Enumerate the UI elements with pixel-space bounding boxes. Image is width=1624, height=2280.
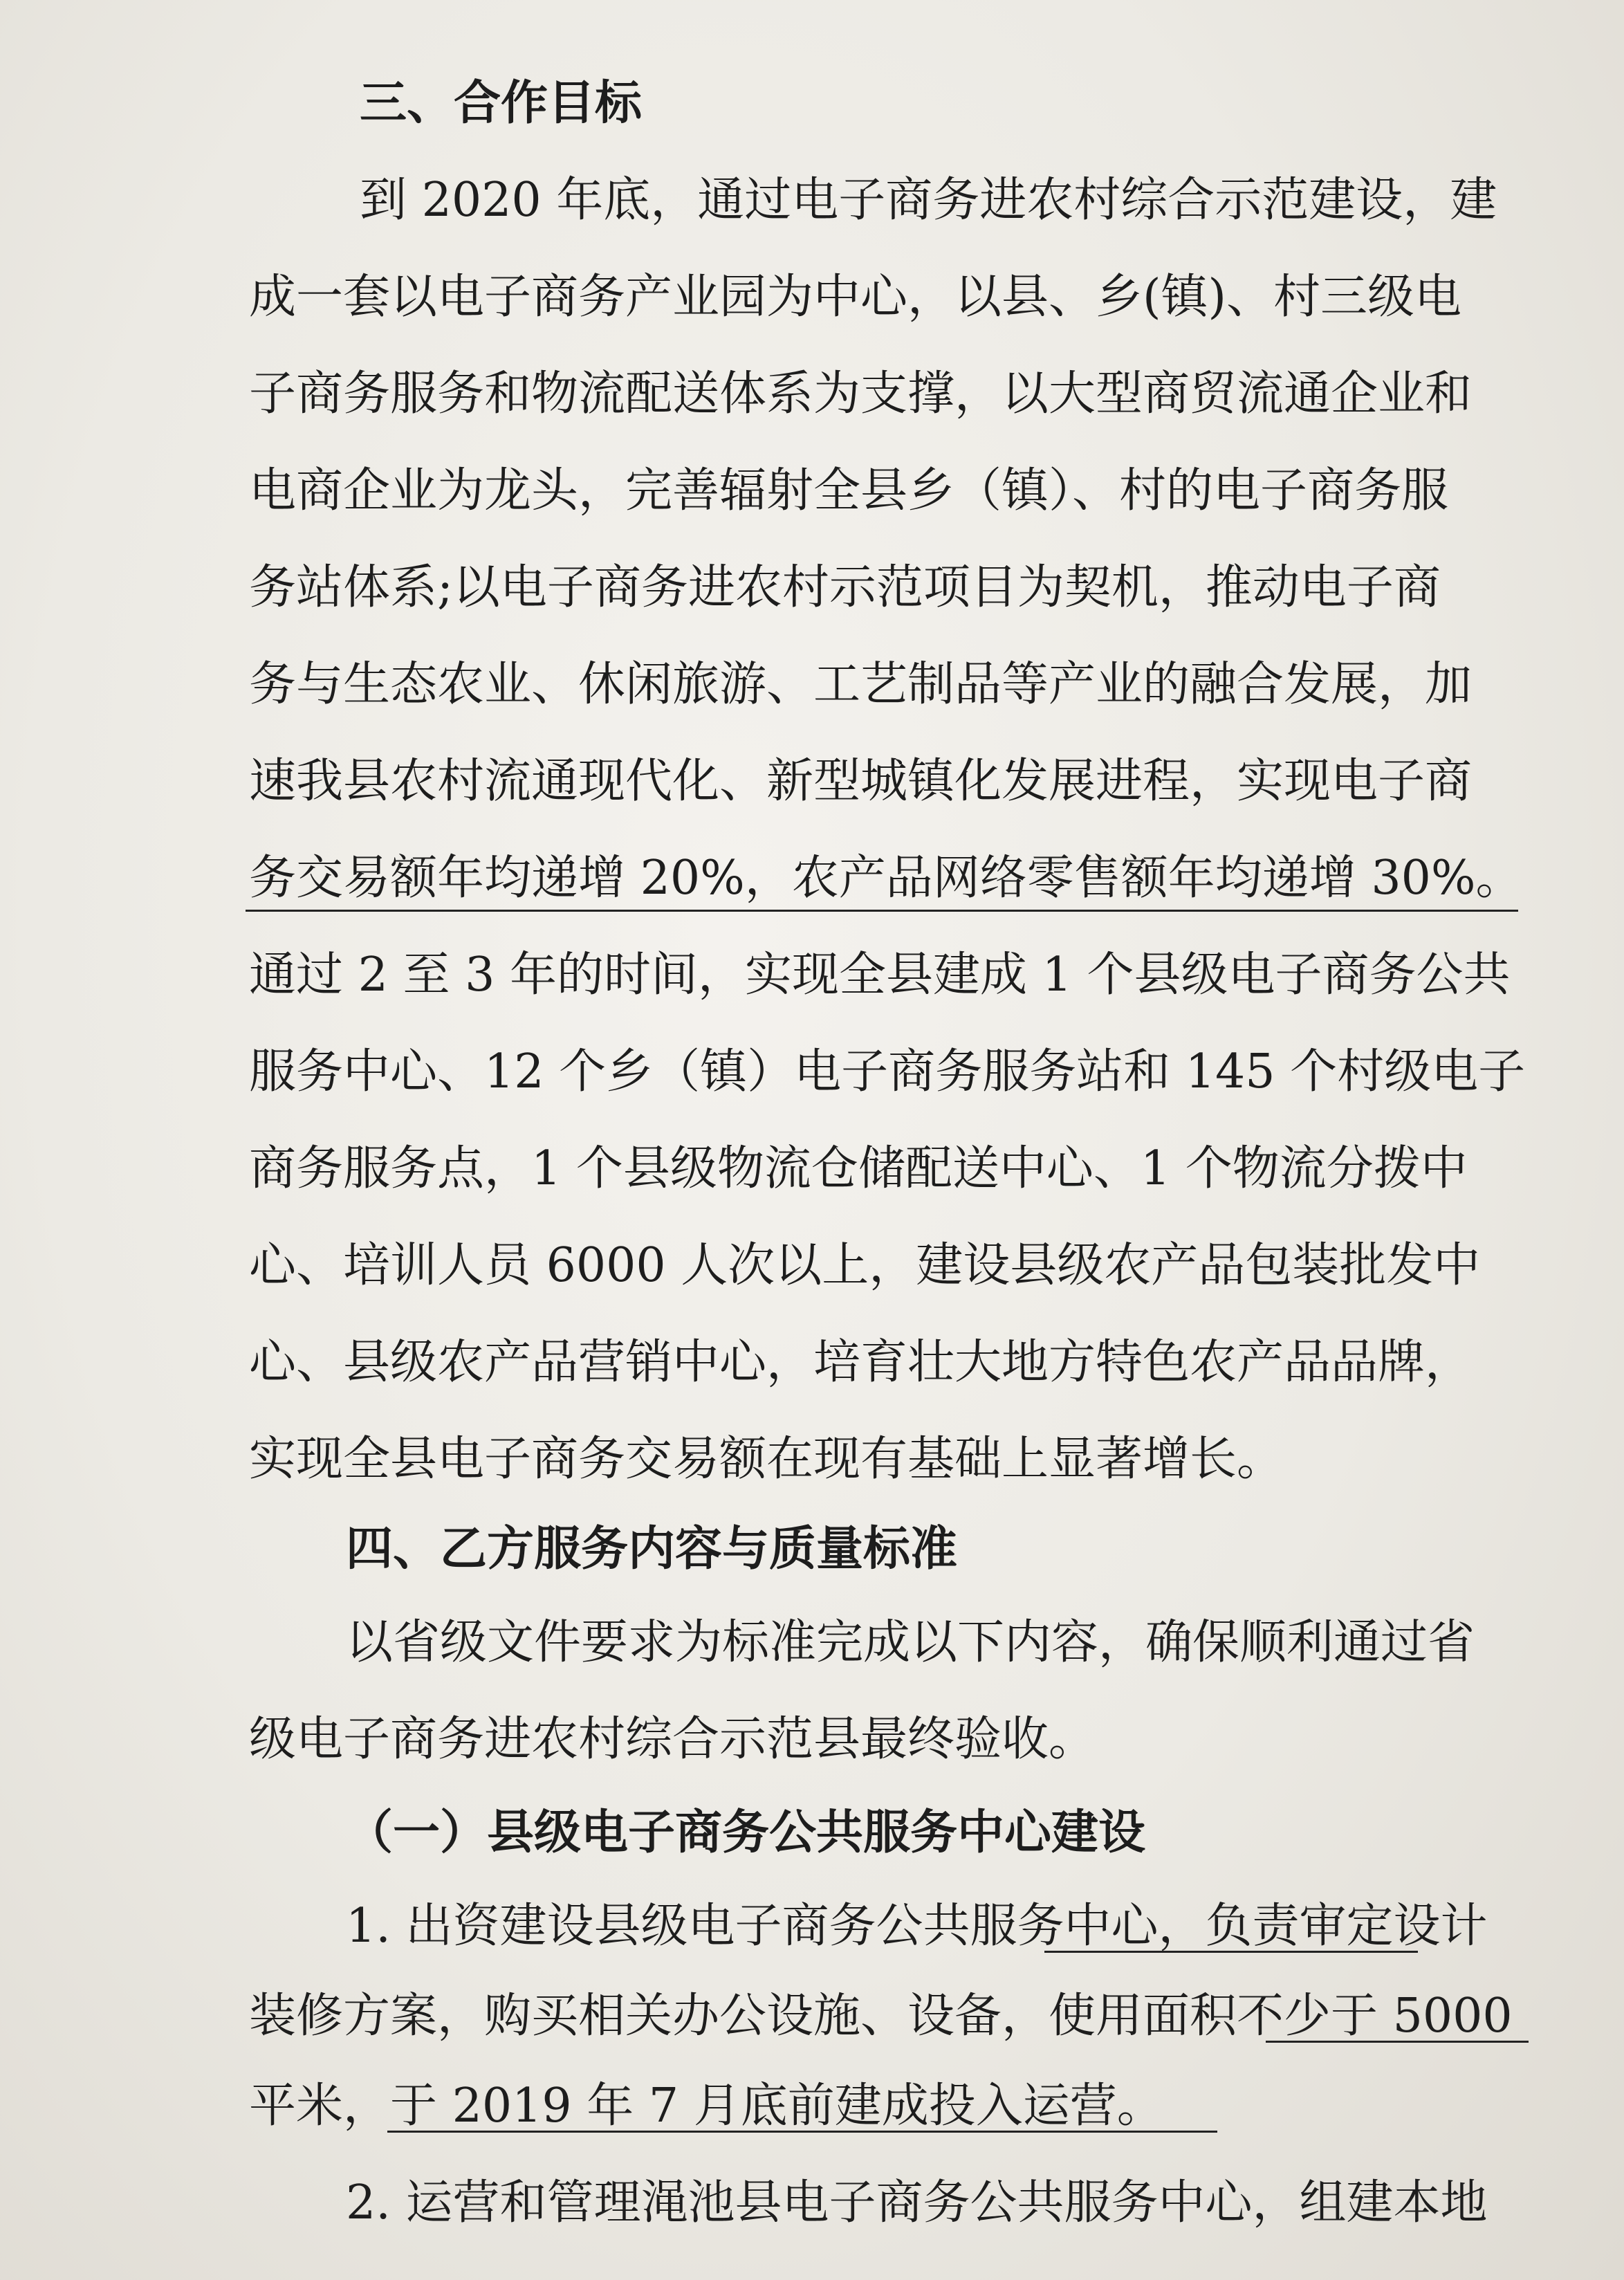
paragraph-line: 服务中心、12 个乡（镇）电子商务服务站和 145 个村级电子 [249, 1045, 1526, 1099]
paragraph-line: 务站体系;以电子商务进农村示范项目为契机，推动电子商 [249, 560, 1441, 615]
paragraph-line: 级电子商务进农村综合示范县最终验收。 [249, 1712, 1096, 1767]
paragraph-line: 2. 运营和管理渑池县电子商务公共服务中心，组建本地 [346, 2176, 1488, 2230]
paragraph-line: 成一套以电子商务产业园为中心，以县、乡(镇)、村三级电 [249, 270, 1462, 324]
paragraph-line: 到 2020 年底，通过电子商务进农村综合示范建设，建 [360, 173, 1497, 228]
paragraph-line: 速我县农村流通现代化、新型城镇化发展进程，实现电子商 [249, 754, 1473, 809]
paragraph-line: 以省级文件要求为标准完成以下内容，确保顺利通过省 [346, 1615, 1475, 1670]
paragraph-line: 电商企业为龙头，完善辐射全县乡（镇）、村的电子商务服 [249, 463, 1449, 518]
paragraph-line: 子商务服务和物流配送体系为支撑，以大型商贸流通企业和 [249, 367, 1473, 421]
handwritten-underline [1044, 1951, 1418, 1953]
handwritten-underline [1266, 2041, 1529, 2043]
paragraph-line: 通过 2 至 3 年的时间，实现全县建成 1 个县级电子商务公共 [249, 948, 1511, 1002]
subsection-heading: （一）县级电子商务公共服务中心建设 [346, 1805, 1146, 1860]
paragraph-line: 心、培训人员 6000 人次以上，建设县级农产品包装批发中 [249, 1238, 1481, 1293]
paragraph-line: 心、县级农产品营销中心，培育壮大地方特色农产品品牌， [249, 1335, 1473, 1390]
paragraph-line: 实现全县电子商务交易额在现有基础上显著增长。 [249, 1432, 1284, 1487]
handwritten-underline [387, 2131, 1217, 2133]
handwritten-underline [246, 910, 1518, 912]
section-4-heading: 四、乙方服务内容与质量标准 [346, 1522, 958, 1576]
paragraph-line: 平米，于 2019 年 7 月底前建成投入运营。 [249, 2079, 1164, 2133]
section-3-heading: 三、合作目标 [360, 76, 643, 131]
paragraph-line: 务与生态农业、休闲旅游、工艺制品等产业的融合发展，加 [249, 657, 1473, 712]
paragraph-line: 1. 出资建设县级电子商务公共服务中心，负责审定设计 [346, 1899, 1488, 1953]
paragraph-line: 商务服务点，1 个县级物流仓储配送中心、1 个物流分拨中 [249, 1141, 1468, 1196]
paragraph-line: 务交易额年均递增 20%，农产品网络零售额年均递增 30%。 [249, 851, 1523, 905]
paragraph-line: 装修方案，购买相关办公设施、设备，使用面积不少于 5000 [249, 1989, 1513, 2043]
